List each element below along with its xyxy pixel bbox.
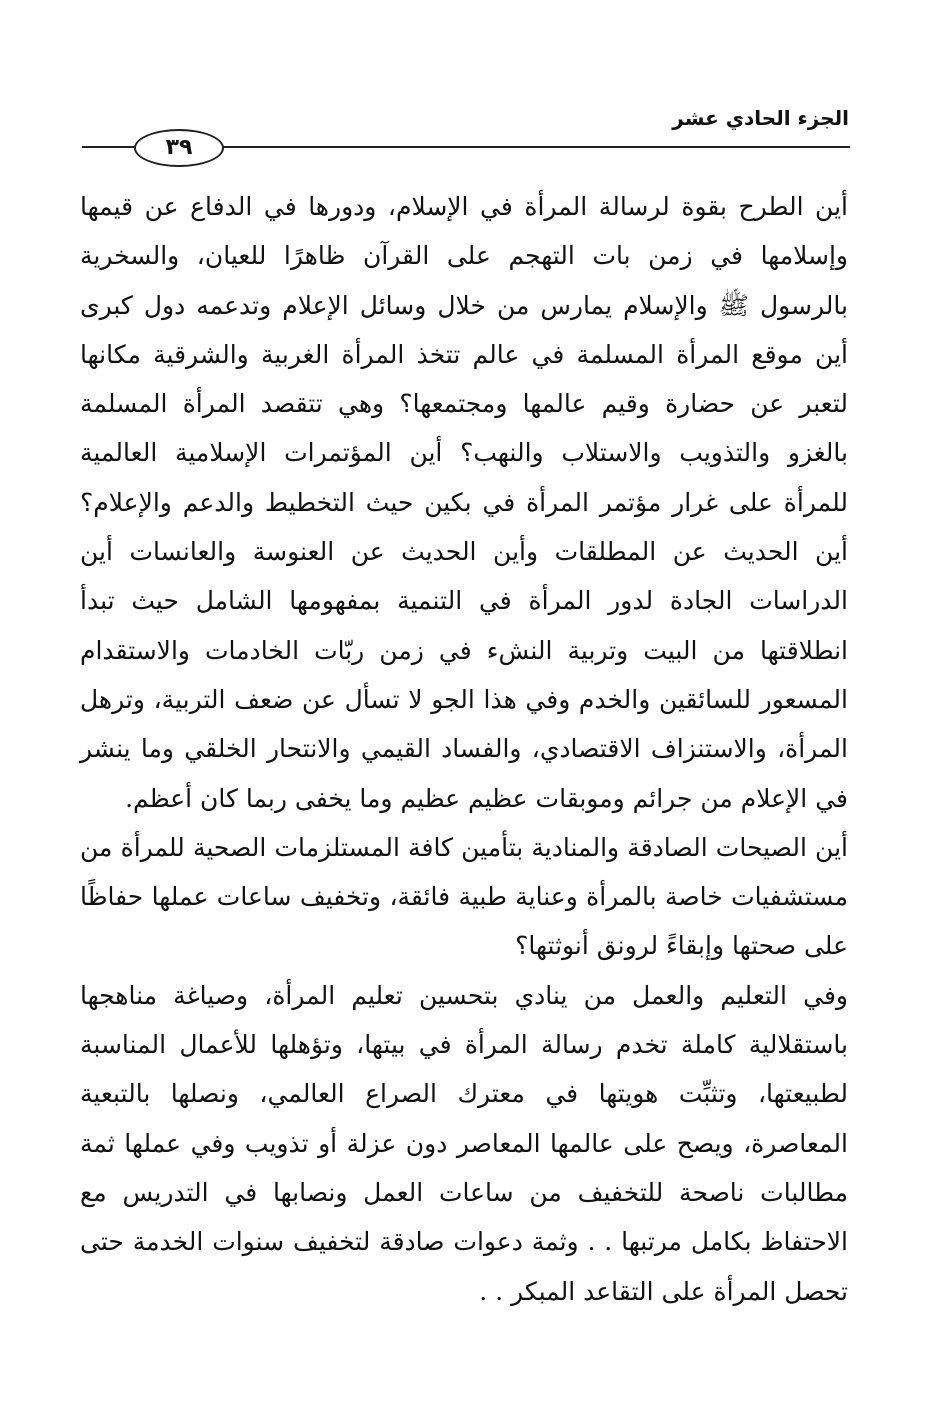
- running-header-title: الجزء الحادي عشر: [672, 106, 849, 130]
- paragraph-1: أين الطرح بقوة لرسالة المرأة في الإسلام، ودورها في الدفاع عن قيمها وإسلامها في زمن بات التهجم على القرآن ظاهرًا للعيان، والسخرية بالرسول ﷺ والإسلام يمارس من خلال وسائل الإعلام وتدعمه دول كبرى أين موقع المرأة المسلمة في عالم تتخذ المرأة الغربية والشرقية مكانها لتعبر عن حضارة وقيم عالمها ومجتمعها؟ وهي تتقصد المرأة المسلمة بالغزو والتذويب والاستلاب والنهب؟ أين المؤتمرات الإسلامية العالمية للمرأة على غرار مؤتمر المرأة في بكين حيث التخطيط والدعم والإعلام؟ أين الحديث عن المطلقات وأين الحديث عن العنوسة والعانسات أين الدراسات الجادة لدور المرأة في التنمية بمفهومها الشامل حيث تبدأ انطلاقتها من البيت وتربية النشء في زمن ربّات الخادمات والاستقدام المسعور للسائقين والخدم وفي هذا الجو لا تسأل عن ضعف التربية، وترهل المرأة، والاستنزاف الاقتصادي، والفساد القيمي والانتحار الخلقي وما ينشر في الإعلام من جرائم وموبقات عظيم عظيم وما يخفى ربما كان أعظم.: [80, 192, 848, 813]
- paragraph-3: وفي التعليم والعمل من ينادي بتحسين تعليم المرأة، وصياغة مناهجها باستقلالية كاملة تخدم رسالة المرأة في بيتها، وتؤهلها للأعمال المناسبة لطبيعتها، وتثبِّت هويتها في معترك الصراع العالمي، ونصلها بالتبعية المعاصرة، ويصح على عالمها المعاصر دون عزلة أو تذويب وفي عملها ثمة مطالبات ناصحة للتخفيف من ساعات العمل ونصابها في التدريس مع الاحتفاظ بكامل مرتبها . . وثمة دعوات صادقة لتخفيف سنوات الخدمة حتى تحصل المرأة على التقاعد المبكر . .: [80, 980, 848, 1306]
- paragraph-2: أين الصيحات الصادقة والمنادية بتأمين كافة المستلزمات الصحية للمرأة من مستشفيات خاصة بالمرأة وعناية طبية فائقة، وتخفيف ساعات عملها حفاظًا على صحتها وإبقاءً لرونق أنوثتها؟: [80, 832, 848, 961]
- body-text: [80, 182, 848, 1316]
- page-number-badge: ٣٩: [134, 129, 224, 167]
